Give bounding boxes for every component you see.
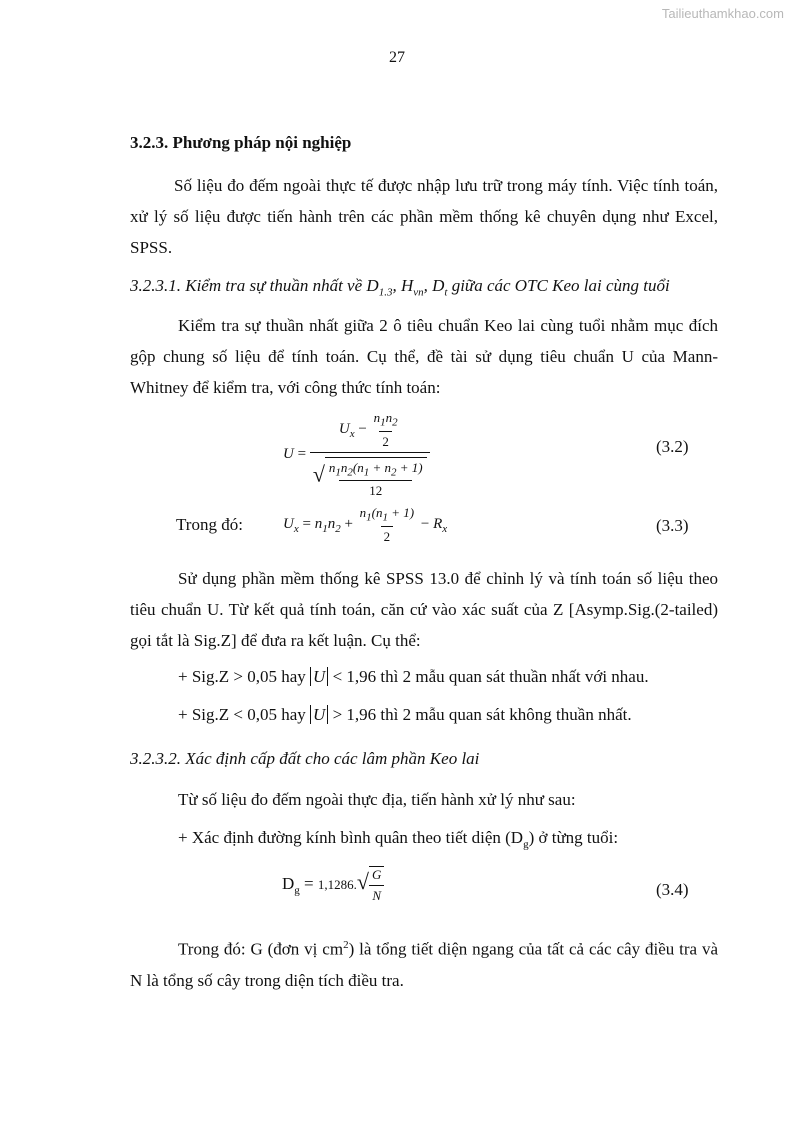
mann-whitney-paragraph: Kiểm tra sự thuần nhất giữa 2 ô tiêu chuẩn Keo lai cùng tuổi nhằm mục đích gộp chung số liệu để tính toán. Cụ thể, đề tài sử dụng tiêu chuẩn U của Mann-Whitney để kiểm tra, với công thức tính toán: [130, 316, 718, 397]
g-n-definition: Trong đó: G (đơn vị $cm^2$) là tổng tiết diện ngang của tất cả các cây điều tra và N là tổng số cây trong diện tích điều tra. [130, 939, 719, 990]
equation-3-3-number: (3.3) [656, 516, 689, 535]
processing-intro: Từ số liệu đo đếm ngoài thực địa, tiến hành xử lý như sau: [178, 790, 576, 809]
subsection-2-title: 3.2.3.2. Xác định cấp đất cho các lâm phần Keo lai [130, 749, 480, 768]
equation-3-4-number: (3.4) [656, 880, 689, 899]
spss-paragraph: Sử dụng phần mềm thống kê SPSS 13.0 để chỉnh lý và tính toán số liệu theo tiêu chuẩn U. Từ kết quả tính toán, căn cứ vào xác suất của Z [Asymp.Sig.(2-tailed) gọi tắt là Sig.Z] để đưa ra kết luận. Cụ thể: [130, 569, 718, 650]
dg-definition: + Xác định đường kính bình quân theo tiết diện $(D_g)$ ở từng tuổi: [178, 828, 619, 851]
where-label: Trong đó: [176, 515, 243, 534]
equation-3-2: U = $U_x$ − $\frac{n_1n_2}{2}$ √ $\frac{n_1n_2(n_1 + n_2 + 1)}{12}$ [283, 410, 430, 499]
equation-3-2-number: (3.2) [656, 437, 689, 456]
section-heading: 3.2.3. Phương pháp nội nghiệp [130, 133, 352, 152]
subsection-1-title: 3.2.3.1. Kiểm tra sự thuần nhất về $D_{1.3}$, $H_{vn}$, $D_t$ giữa các OTC Keo lai cùng tuổi [130, 276, 670, 299]
equation-3-4: $D_g = 1,1286.√$ $\frac{G}{N}$ [282, 866, 384, 904]
intro-paragraph: Số liệu đo đếm ngoài thực tế được nhập lưu trữ trong máy tính. Việc tính toán, xử lý số liệu được tiến hành trên các phần mềm thống kê chuyên dụng như Excel, SPSS. [130, 176, 718, 257]
condition-1: + Sig.Z > 0,05 hay U < 1,96 thì 2 mẫu quan sát thuần nhất với nhau. [178, 667, 649, 686]
page-number: 27 [389, 49, 405, 66]
equation-3-3: $U_x = n_1n_2$ + $\frac{n_1(n_1 + 1)}{2}$ − $R_x$ [283, 505, 448, 544]
condition-2: + Sig.Z < 0,05 hay U > 1,96 thì 2 mẫu quan sát không thuần nhất. [178, 705, 632, 724]
watermark: Tailieuthamkhao.com [661, 6, 784, 21]
